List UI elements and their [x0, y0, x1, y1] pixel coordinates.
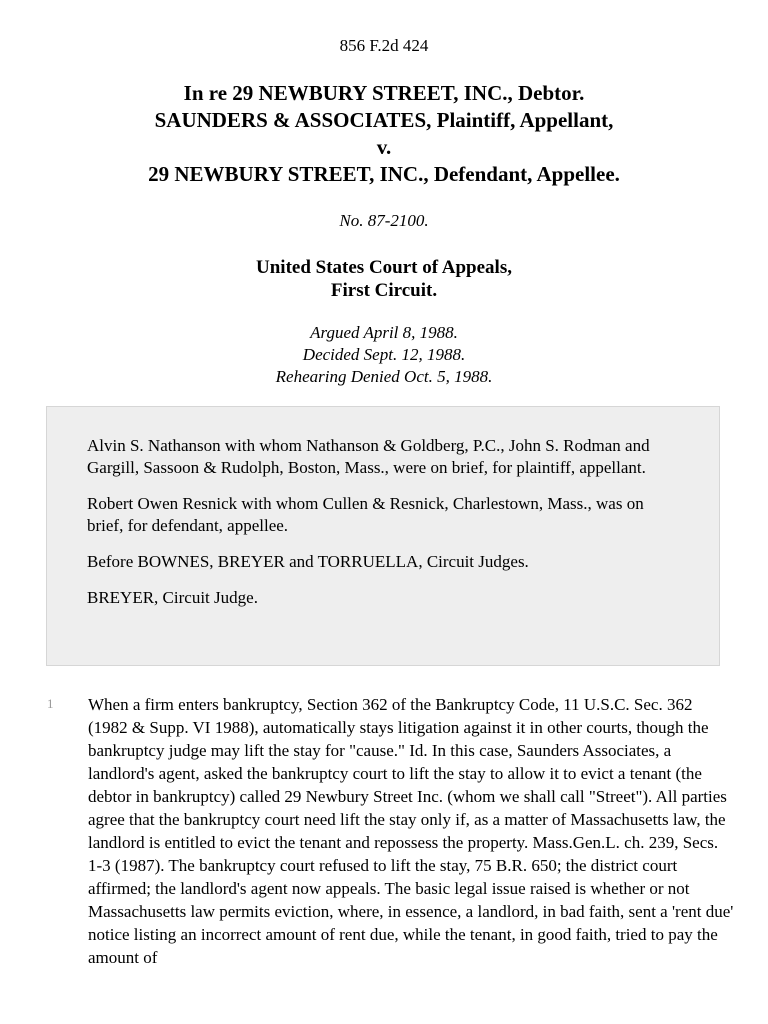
date-decided: Decided Sept. 12, 1988.: [302, 345, 466, 364]
appellee-counsel: Robert Owen Resnick with whom Cullen & Resnick, Charlestown, Mass., was on brief, for defendant, appellee.: [87, 494, 644, 535]
date-rehearing-denied: Rehearing Denied Oct. 5, 1988.: [275, 367, 493, 386]
caption-line-debtor: In re 29 NEWBURY STREET, INC., Debtor.: [183, 81, 585, 105]
paragraph-number[interactable]: 1: [47, 696, 54, 711]
attorneys-panel: [46, 406, 720, 666]
appellant-counsel: Alvin S. Nathanson with whom Nathanson & Goldberg, P.C., John S. Rodman and Gargill, Sassoon & Rudolph, Boston, Mass., were on brief, for plaintiff, appellant.: [87, 436, 650, 477]
date-argued: Argued April 8, 1988.: [310, 323, 458, 342]
paragraph-text: When a firm enters bankruptcy, Section 362 of the Bankruptcy Code, 11 U.S.C. Sec. 362 (1982 & Supp. VI 1988), automatically stays litigation against it in other courts, though the bankruptcy judge may lift the stay for "cause." Id. In this case, Saunders Associates, a landlord's agent, asked the bankruptcy court to lift the stay to allow it to evict a tenant (the debtor in bankruptcy) called 29 Newbury Street Inc. (whom we shall call "Street"). All parties agree that the bankruptcy court need lift the stay only if, as a matter of Massachusetts law, the landlord is entitled to evict the tenant and repossess the property. Mass.Gen.L. ch. 239, Secs. 1-3 (1987). The bankruptcy court refused to lift the stay, 75 B.R. 650; the district court affirmed; the landlord's agent now appeals. The basic legal issue raised is whether or not Massachusetts law permits eviction, where, in essence, a landlord, in bad faith, sent a 'rent due' notice listing an incorrect amount of rent due, while the tenant, in good faith, tried to pay the amount of: [88, 695, 734, 967]
caption-line-appellee: 29 NEWBURY STREET, INC., Defendant, Appellee.: [148, 162, 620, 186]
docket-number: No. 87-2100.: [339, 211, 429, 230]
case-dates: [0, 322, 768, 388]
caption-line-versus: v.: [376, 135, 392, 159]
case-caption: [0, 80, 768, 188]
court-line-1: United States Court of Appeals,: [256, 257, 512, 278]
court-name: [0, 256, 768, 302]
caption-line-appellant: SAUNDERS & ASSOCIATES, Plaintiff, Appellant,: [154, 108, 614, 132]
opinion-author: BREYER, Circuit Judge.: [87, 588, 258, 607]
judicial-panel: Before BOWNES, BREYER and TORRUELLA, Circuit Judges.: [87, 552, 529, 571]
court-line-2: First Circuit.: [330, 280, 438, 301]
case-citation: 856 F.2d 424: [339, 36, 429, 55]
